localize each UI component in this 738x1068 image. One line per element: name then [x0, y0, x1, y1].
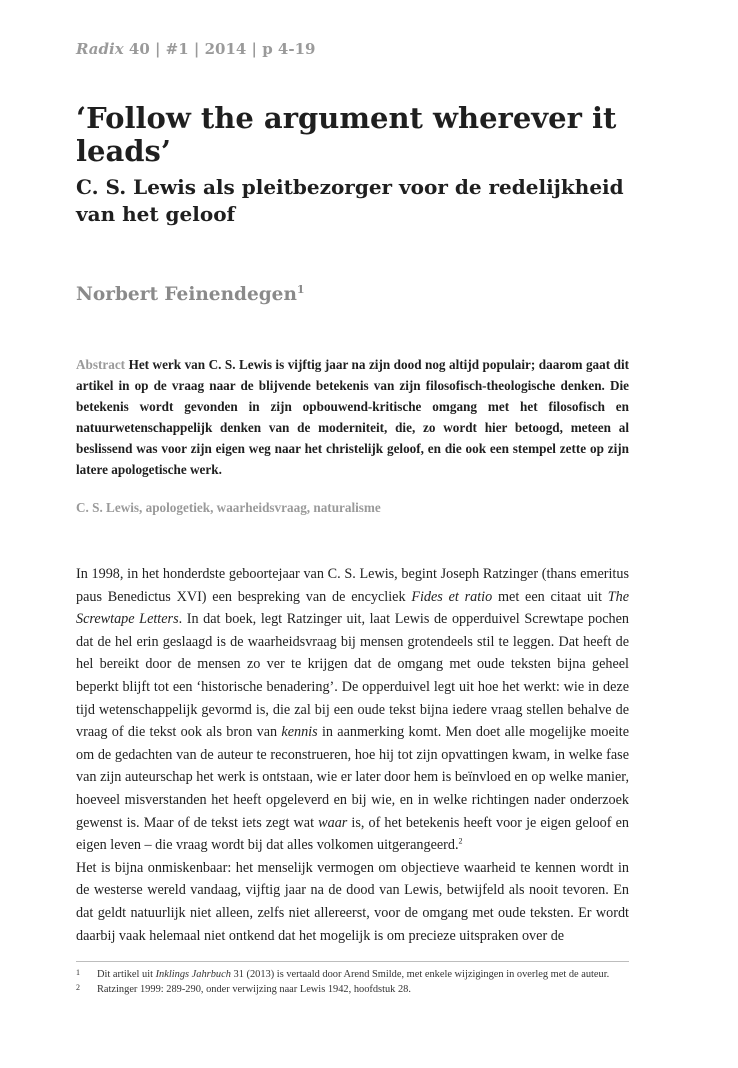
- body-text: [76, 563, 629, 947]
- text-run: is, of het betekenis heeft voor je eigen geloof en eigen leven – die vraag wordt bij dat alles volkomen uitgerangeerd.: [76, 814, 629, 854]
- text-run: In 1998, in het honderdste geboortejaar van C. S. Lewis, begint Joseph Ratzinger (thans emeritus paus Benedictus XVI) een bespreking van de encycliek: [76, 566, 629, 605]
- text-run: Ratzinger 1999: 289-290, onder verwijzing naar Lewis 1942, hoofdstuk 28.: [97, 984, 411, 996]
- text-run: Dit artikel uit: [97, 969, 156, 980]
- keywords: C. S. Lewis, apologetiek, waarheidsvraag, naturalisme: [76, 500, 381, 515]
- abstract-label: Abstract: [76, 357, 126, 372]
- author-footnote-ref[interactable]: 1: [296, 283, 305, 296]
- emphasis-kennis: kennis: [281, 724, 318, 741]
- footnote-number: 1: [76, 968, 80, 977]
- abstract-text: Het werk van C. S. Lewis is vijftig jaar na zijn dood nog altijd populair; daarom gaat dit artikel in op de vraag naar de blijvende betekenis van zijn filosofisch-theologische denken. Die betekenis wordt gevonden in zijn opbouwend-kritische omgang met het filosofisch en natuurwetenschappelijk denken van de moderniteit, die, zo wordt hier betoogd, meteen al beslissend was voor zijn eigen weg naar het christelijk geloof, en die ook een stempel zette op zijn latere apologetische werk.: [76, 357, 629, 477]
- text-run: in aanmerking komt. Men doet alle mogelijke moeite om de gedachten van de auteur te reconstrueren, hoe hij tot zijn opvattingen kwam, in welke fase van zijn auteurschap het werk is ontstaan, wie er later door hem is beïnvloed en op welke manier, hoeveel misverstanden het heeft opgeleverd en bij wie, en in welke richtingen nader onderzoek gewenst is. Maar of de tekst iets zegt wat: [76, 724, 630, 831]
- title-screwtape-letters: The Screwtape Letters: [76, 588, 630, 628]
- article-subtitle: C. S. Lewis als pleitbezorger voor de redelijkheid van het geloof: [76, 175, 624, 226]
- journal-name: Radix: [76, 40, 124, 58]
- footnote-number: 2: [76, 983, 80, 993]
- footnote-1: [76, 967, 629, 982]
- footnote-ref-2[interactable]: 2: [458, 836, 463, 846]
- footnote-divider: [76, 961, 629, 962]
- paragraph-2: Het is bijna onmiskenbaar: het menselijk vermogen om objectieve waarheid te kennen wordt in de westerse wereld vandaag, vijftig jaar na de dood van Lewis, betwijfeld als nooit tevoren. En dat geldt natuurlijk niet alleen, zelfs niet allereerst, voor de omgang met oude teksten. Er wordt daarbij vaak helemaal niet ontkend dat het mogelijk is om precieze uitspraken over de: [76, 859, 629, 944]
- title-fides-et-ratio: Fides et ratio: [411, 588, 493, 605]
- author: [76, 283, 305, 305]
- text-run: 31 (2013) is vertaald door Arend Smilde, met enkele wijzigingen in overleg met de auteur.: [230, 969, 610, 980]
- title-inklings-jahrbuch: Inklings Jahrbuch: [155, 969, 231, 980]
- author-name: Norbert Feinendegen: [76, 284, 297, 306]
- emphasis-waar: waar: [318, 814, 348, 831]
- paragraph-1: [76, 563, 629, 857]
- text-run: met een citaat uit: [492, 588, 608, 605]
- issue-info: 40 | #1 | 2014 | p 4-19: [123, 40, 316, 58]
- text-run: . In dat boek, legt Ratzinger uit, laat Lewis de opperduivel Screwtape pochen dat de hel erin geslaagd is de waarheidsvraag bij mensen grotendeels stil te leggen. Dat heeft de hel bereikt door de mensen zo ver te krijgen dat de omgang met oude teksten bijna geheel beperkt blijft tot een ‘historische benadering’. De opperduivel legt uit hoe het werkt: wie in deze tijd wetenschappelijk gevormd is, die zal bij een oude tekst bijna iedere vraag stellen behalve de vraag of die tekst ook als bron van: [76, 611, 629, 741]
- abstract: [76, 354, 629, 480]
- footnotes: [76, 967, 629, 998]
- footnote-2: [76, 982, 629, 997]
- article-title: ‘Follow the argument wherever it leads’: [76, 101, 617, 168]
- running-head: [76, 40, 315, 58]
